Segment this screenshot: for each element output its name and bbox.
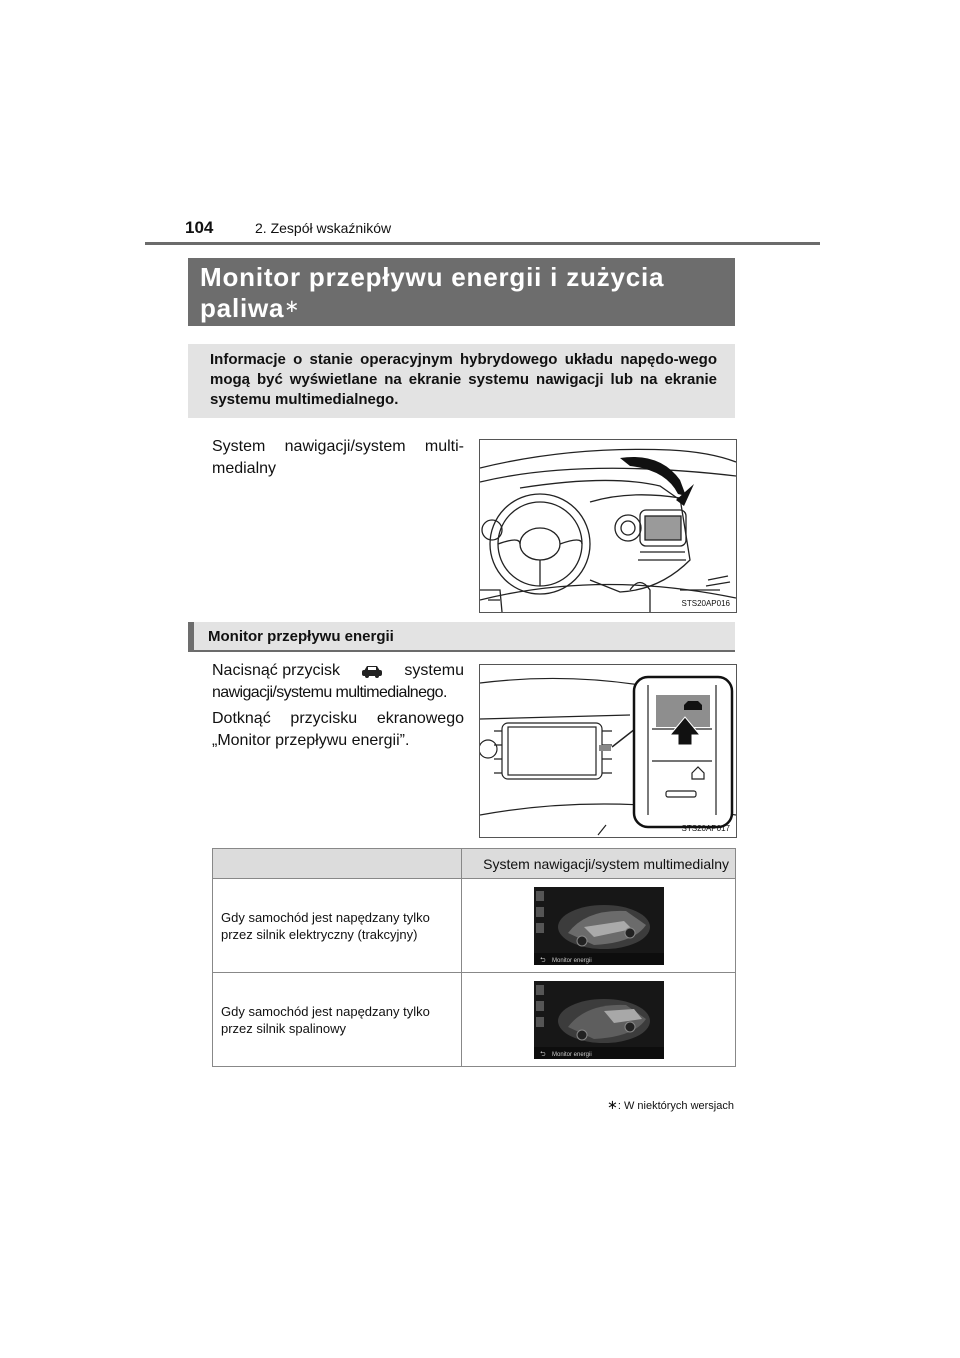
dashboard-illustration — [480, 440, 736, 612]
table-header-row — [213, 849, 736, 879]
screen-cell — [462, 879, 736, 973]
section-heading: Monitor przepływu energii — [188, 622, 735, 652]
footnote-marker: ∗ — [606, 1097, 618, 1112]
step-1-line2: nawigacji/systemu multimedialnego. — [212, 684, 447, 701]
footnote — [607, 1097, 734, 1113]
step-2: Dotknąć przycisku ekranowego „Monitor przepływu energii”. — [212, 710, 464, 749]
table-row — [213, 973, 736, 1067]
energy-monitor-screen — [534, 981, 664, 1059]
energy-monitor-screen — [534, 887, 664, 965]
energy-monitor-table — [212, 848, 736, 1067]
page-title-text: Monitor przepływu energii i zużycia paliwa — [200, 262, 665, 323]
step-1 — [212, 660, 464, 704]
svg-text:⮌: ⮌ — [539, 1050, 546, 1058]
page-number: 104 — [185, 218, 214, 237]
footnote-text: : W niektórych wersjach — [617, 1100, 734, 1112]
figure-label: STS20AP016 — [681, 599, 730, 608]
svg-text:⮌: ⮌ — [539, 956, 546, 964]
car-button-icon — [684, 701, 702, 710]
title-footnote-marker: ∗ — [284, 296, 301, 316]
condition-cell: Gdy samochód jest napędzany tylko przez silnik elektryczny (trakcyjny) — [213, 879, 462, 973]
screen-caption: Monitor energii — [551, 957, 592, 964]
table-header-cell: System nawigacji/system multimedialny — [462, 849, 736, 879]
dashboard-figure — [479, 439, 737, 613]
screen-cell — [462, 973, 736, 1067]
page-title — [188, 258, 735, 326]
step-1-before: Nacisnąć przycisk — [212, 662, 341, 679]
nav-system-text: System nawigacji/system multi-medialny — [212, 438, 464, 477]
head-unit-figure — [479, 664, 737, 838]
header-rule — [145, 242, 820, 245]
screen-caption: Monitor energii — [551, 1051, 592, 1058]
step-1-after: systemu — [404, 662, 464, 679]
running-head: 2. Zespół wskaźników — [255, 220, 392, 236]
head-unit-illustration — [480, 665, 736, 837]
figure-label-2: STS20AP017 — [681, 824, 730, 833]
condition-cell: Gdy samochód jest napędzany tylko przez silnik spalinowy — [213, 973, 462, 1067]
table-row — [213, 879, 736, 973]
car-icon — [361, 664, 383, 678]
intro-box: Informacje o stanie operacyjnym hybrydowego układu napędo-wego mogą być wyświetlane na ekranie systemu nawigacji lub na ekranie systemu multimedialnego. — [188, 344, 735, 418]
section-heading-bar — [188, 622, 194, 652]
arrow-icon — [620, 457, 686, 496]
